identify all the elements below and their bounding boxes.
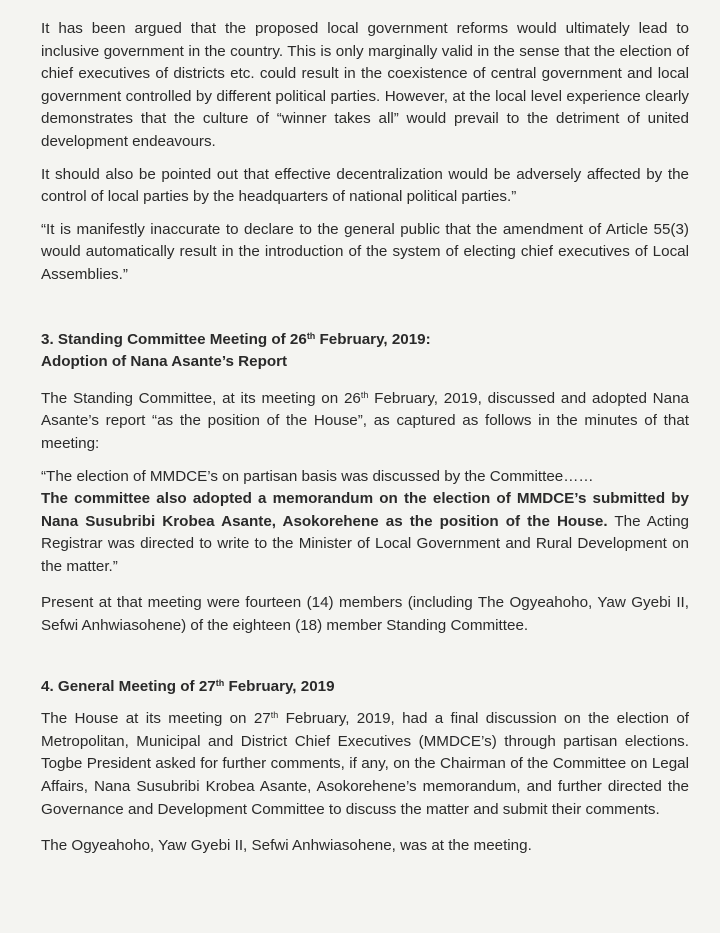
section-3-p1-start: The Standing Committee, at its meeting on 26 [41, 389, 361, 407]
intro-paragraph-2: It should also be pointed out that effective decentralization would be adversely affected by the control of local parties by the headquarters of national political parties.” [41, 165, 689, 206]
quote-bold-statement: The committee also adopted a memorandum on the election of MMDCE’s submitted by Nana Susubribi Krobea Asante, Asokorehene as the position of the House. [41, 490, 689, 530]
section-4-heading-ordinal: th [215, 677, 225, 688]
section-3-heading-text: 3. Standing Committee Meeting of 26 [41, 330, 307, 348]
section-4-heading [41, 676, 689, 699]
quote-tail: The Acting Registrar was directed to write to the Minister of Local Government and Rural Development on the matter.” [41, 512, 689, 575]
intro-paragraph-3: “It is manifestly inaccurate to declare to the general public that the amendment of Article 55(3) would automatically result in the introduction of the system of electing chief executives of Local Assemblies.” [41, 220, 689, 283]
section-3-p1-rest: February, 2019, discussed and adopted Nana Asante’s report “as the position of the House”, as captured as follows in the minutes of that meeting: [41, 389, 689, 452]
section-3-paragraph-1 [41, 388, 689, 456]
quote-opening: “The election of MMDCE’s on partisan basis was discussed by the Committee…… [41, 467, 594, 485]
section-3-subheading: Adoption of Nana Asante’s Report [41, 353, 288, 371]
section-3-p1-ordinal: th [360, 389, 369, 400]
section-4-attendance: The Ogyeahoho, Yaw Gyebi II, Sefwi Anhwiasohene, was at the meeting. [41, 837, 532, 855]
section-4-heading-text: 4. General Meeting of 27 [41, 677, 216, 695]
section-4-paragraph-1 [41, 708, 689, 821]
section-3-attendance: Present at that meeting were fourteen (14) members (including The Ogyeahoho, Yaw Gyebi II, Sefwi Anhwiasohene) of the eighteen (18) member Standing Committee. [41, 594, 689, 635]
section-3-quote [41, 466, 689, 579]
section-3-heading [41, 329, 689, 352]
section-3-heading-ordinal: th [306, 330, 316, 341]
section-3-heading-date: February, 2019: [315, 330, 431, 348]
intro-paragraph-1: It has been argued that the proposed local government reforms would ultimately lead to inclusive government in the country. This is only marginally valid in the sense that the election of chief executives of districts etc. could result in the coexistence of central government and local government controlled by different political parties. However, at the local level experience clearly demonstrates that the culture of “winner takes all” would prevail to the detriment of united development endeavours. [41, 20, 689, 150]
section-4-p1-start: The House at its meeting on 27 [41, 710, 271, 728]
section-4-heading-date: February, 2019 [224, 677, 335, 695]
document-page [41, 18, 689, 858]
section-4-p1-rest: February, 2019, had a final discussion on the election of Metropolitan, Municipal and District Chief Executives (MMDCE’s) through partisan elections. Togbe President asked for further comments, if any, on the Chairman of the Committee on Legal Affairs, Nana Susubribi Krobea Asante, Asokorehene’s memorandum, and further directed the Governance and Development Committee to discuss the matter and submit their comments. [41, 710, 689, 818]
section-4-p1-ordinal: th [270, 710, 279, 721]
